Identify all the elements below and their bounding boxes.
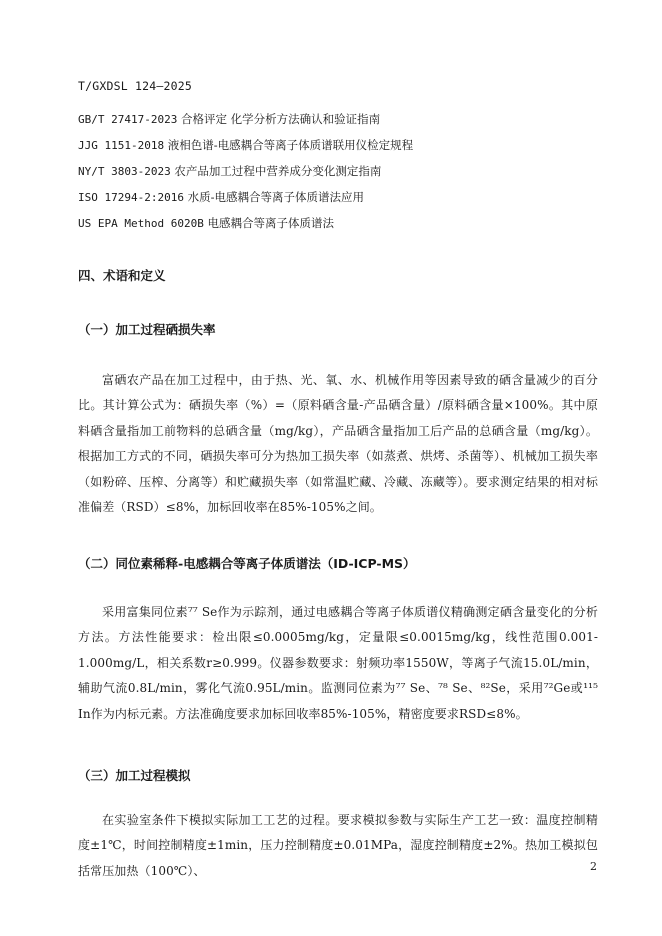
subsection-heading: （二）同位素稀释-电感耦合等离子体质谱法（ID-ICP-MS） xyxy=(78,556,416,571)
reference-item xyxy=(78,110,413,136)
term-definition-paragraph: 富硒农产品在加工过程中，由于热、光、氧、水、机械作用等因素导致的硒含量减少的百分比。其计算公式为：硒损失率（%）=（原料硒含量-产品硒含量）/原料硒含量×100%。其中原料硒含量指加工前物料的总硒含量（mg/kg），产品硒含量指加工后产品的总硒含量（mg/kg）。根据加工方式的不同，硒损失率可分为热加工损失率（如蒸煮、烘烤、杀菌等）、机械加工损失率（如粉碎、压榨、分离等）和贮藏损失率（如常温贮藏、冷藏、冻藏等）。要求测定结果的相对标准偏差（RSD）≤8%，加标回收率在85%-105%之间。 xyxy=(78,373,598,515)
reference-list xyxy=(78,110,413,240)
reference-code: NY/T 3803-2023 xyxy=(78,165,171,178)
reference-title: 合格评定 化学分析方法确认和验证指南 xyxy=(181,112,381,126)
reference-code: JJG 1151-2018 xyxy=(78,139,165,152)
reference-item xyxy=(78,162,413,188)
term-definition-paragraph: 采用富集同位素⁷⁷ Se作为示踪剂，通过电感耦合等离子体质谱仪精确测定硒含量变化的分析方法。方法性能要求：检出限≤0.0005mg/kg，定量限≤0.0015mg/kg，线性范围0.001-1.000mg/L，相关系数r≥0.999。仪器参数要求：射频功率1550W，等离子气流15.0L/min，辅助气流0.8L/min，雾化气流0.95L/min。监测同位素为⁷⁷ Se、⁷⁸ Se、⁸²Se，采用⁷²Ge或¹¹⁵ In作为内标元素。方法准确度要求加标回收率85%-105%，精密度要求RSD≤8%。 xyxy=(78,605,598,721)
reference-title: 液相色谱-电感耦合等离子体质谱联用仪检定规程 xyxy=(167,138,414,152)
section-heading: 四、术语和定义 xyxy=(78,268,166,283)
document-id: T/GXDSL 124—2025 xyxy=(78,79,192,93)
reference-title: 水质-电感耦合等离子体质谱法应用 xyxy=(187,190,365,204)
subsection-heading: （一）加工过程硒损失率 xyxy=(78,322,216,337)
reference-code: ISO 17294-2:2016 xyxy=(78,191,184,204)
reference-title: 农产品加工过程中营养成分变化测定指南 xyxy=(174,164,382,178)
reference-code: US EPA Method 6020B xyxy=(78,217,204,230)
reference-code: GB/T 27417-2023 xyxy=(78,113,178,126)
reference-title: 电感耦合等离子体质谱法 xyxy=(207,216,334,230)
term-definition-paragraph: 在实验室条件下模拟实际加工工艺的过程。要求模拟参数与实际生产工艺一致：温度控制精度±1℃，时间控制精度±1min，压力控制精度±0.01MPa，湿度控制精度±2%。热加工模拟包括常压加热（100℃）、 xyxy=(78,813,598,878)
reference-item xyxy=(78,188,413,214)
page-number: 2 xyxy=(590,860,597,873)
reference-item xyxy=(78,214,413,240)
reference-item xyxy=(78,136,413,162)
subsection-heading: （三）加工过程模拟 xyxy=(78,768,191,783)
